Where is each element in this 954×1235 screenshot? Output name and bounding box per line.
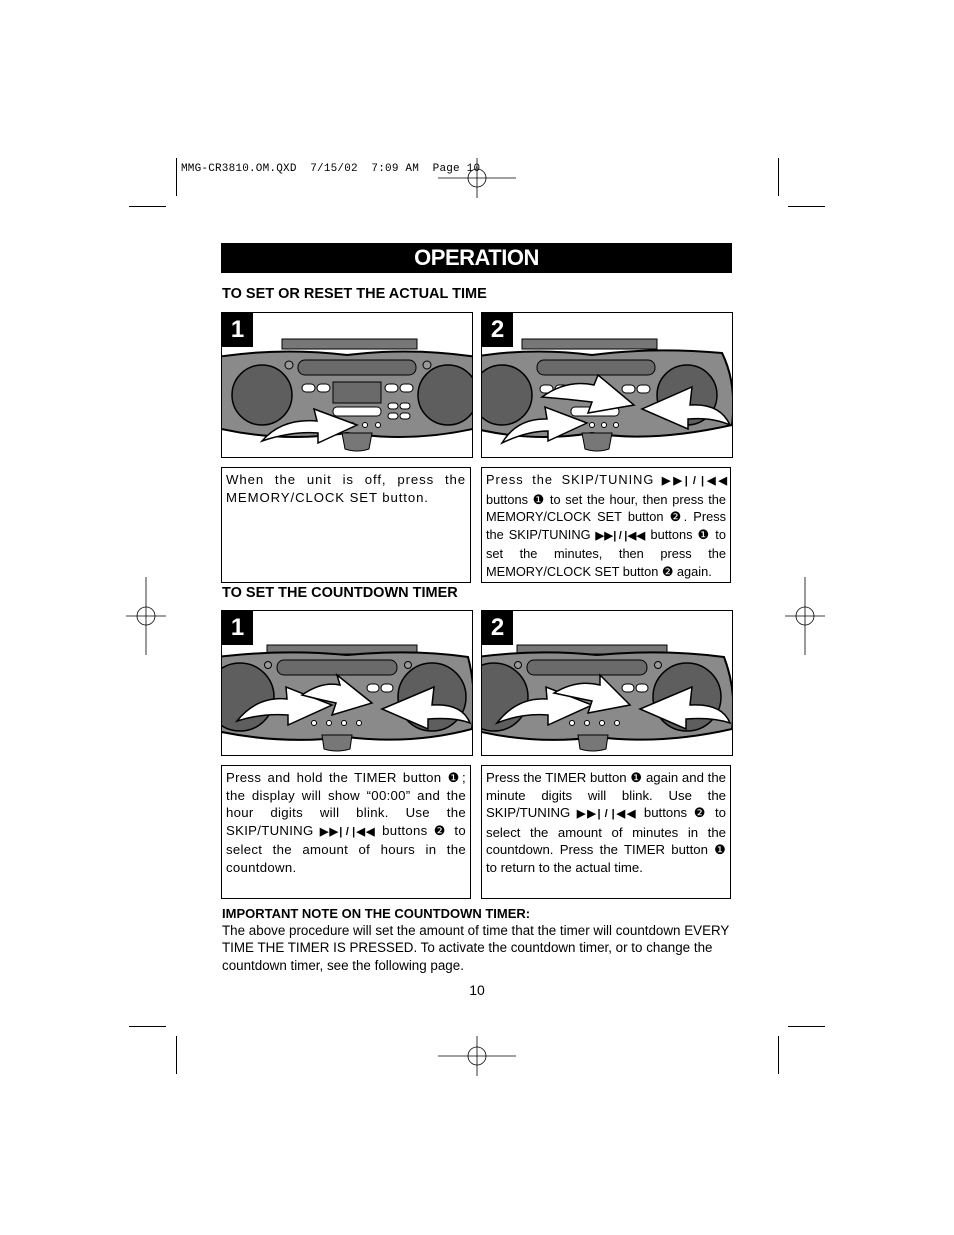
skip-tuning-icon: ▶▶| / |◀◀ xyxy=(595,529,646,542)
crop-mark xyxy=(778,158,779,196)
note-body: The above procedure will set the amount of time that the timer will countdown EVERY TIME THE TIMER IS PRESSED. To activate the countdown timer, or to change the countdown timer, see the following page. xyxy=(222,923,730,973)
instruction-text: buttons ❷ to select the amount of minutes in the countdown. Press the TIMER button ❶ to return to the actual time. xyxy=(486,805,726,875)
boombox-illustration xyxy=(482,313,732,457)
file-slug: MMG-CR3810.OM.QXD 7/15/02 7:09 AM Page 10 xyxy=(181,163,481,175)
instruction-text: When the unit is off, press the MEMORY/CLOCK SET button. xyxy=(226,472,466,505)
crop-mark xyxy=(788,1026,825,1027)
section-title-bar: OPERATION xyxy=(221,243,732,273)
registration-mark-icon xyxy=(126,577,166,655)
skip-tuning-icon: ▶▶| / |◀◀ xyxy=(661,475,726,487)
step-number: 1 xyxy=(222,611,253,645)
crop-mark xyxy=(778,1036,779,1074)
instruction-box-countdown-step1 xyxy=(221,765,471,899)
registration-mark-icon xyxy=(785,577,825,655)
instruction-text: buttons ❶ to set the hour, then press the MEMORY/CLOCK SET button ❷. Press the SKIP/TUNING xyxy=(486,491,726,542)
boombox-illustration xyxy=(222,313,472,457)
step-number: 2 xyxy=(482,313,513,347)
instruction-box-actual-time-step1 xyxy=(221,467,471,583)
crop-mark xyxy=(129,206,166,207)
note-heading: IMPORTANT NOTE ON THE COUNTDOWN TIMER: xyxy=(222,906,531,921)
registration-mark-icon xyxy=(438,158,516,198)
illustration-panel-countdown-step1 xyxy=(221,610,473,756)
crop-mark xyxy=(176,1036,177,1074)
boombox-illustration xyxy=(482,611,732,755)
instruction-text: Press and hold the TIMER button ❶; the display will show “00:00” and the hour digits will blink. Use the SKIP/TUNING xyxy=(226,770,466,838)
instruction-box-countdown-step2 xyxy=(481,765,731,899)
instruction-text: buttons ❶ to set the minutes, then press the MEMORY/CLOCK SET button ❷ again. xyxy=(486,526,726,579)
illustration-panel-countdown-step2 xyxy=(481,610,733,756)
crop-mark xyxy=(129,1026,166,1027)
section-heading-countdown: TO SET THE COUNTDOWN TIMER xyxy=(222,585,458,601)
instruction-box-actual-time-step2 xyxy=(481,467,731,583)
crop-mark xyxy=(176,158,177,196)
instruction-text: Press the TIMER button ❶ again and the minute digits will blink. Use the SKIP/TUNING xyxy=(486,770,726,820)
illustration-panel-actual-time-step2 xyxy=(481,312,733,458)
step-number: 1 xyxy=(222,313,253,347)
step-number: 2 xyxy=(482,611,513,645)
instruction-text: buttons ❷ to select the amount of hours in the countdown. xyxy=(226,822,467,875)
crop-mark xyxy=(788,206,825,207)
boombox-illustration xyxy=(222,611,472,755)
skip-tuning-icon: ▶▶| / |◀◀ xyxy=(576,808,638,820)
registration-mark-icon xyxy=(438,1036,516,1076)
skip-tuning-icon: ▶▶| / |◀◀ xyxy=(319,825,376,838)
page-number: 10 xyxy=(469,982,485,998)
instruction-text: Press the SKIP/TUNING xyxy=(486,472,655,487)
illustration-panel-actual-time-step1 xyxy=(221,312,473,458)
section-heading-actual-time: TO SET OR RESET THE ACTUAL TIME xyxy=(222,286,487,302)
